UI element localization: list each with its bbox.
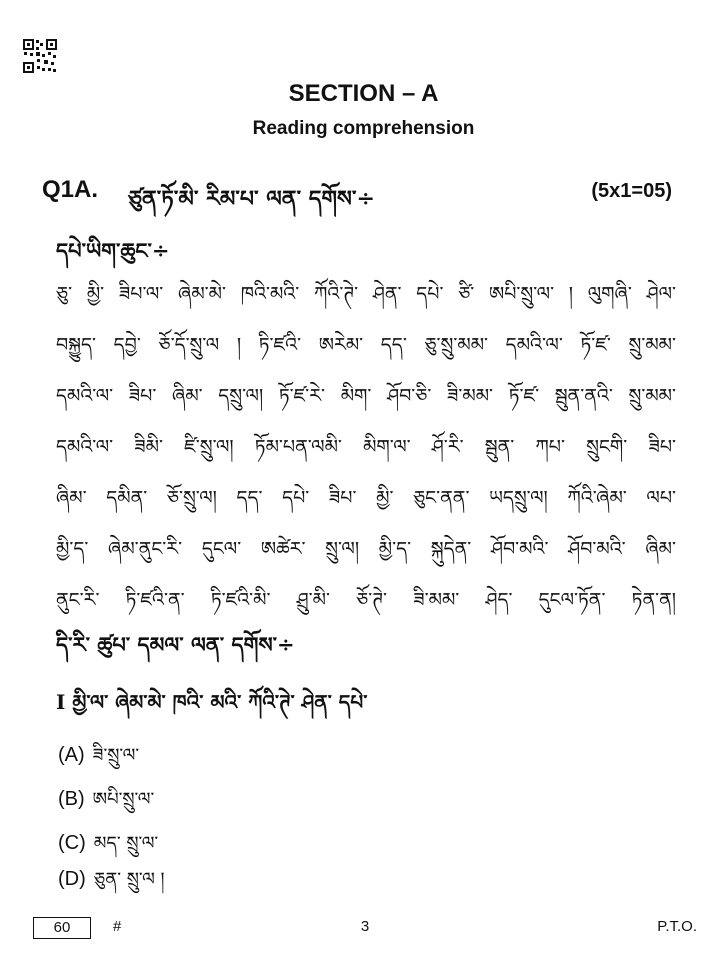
exercise-question: I མྱི་ལ་ ཞེམ་མེ་ ཁའི་ མའི་ ཀོའི་ཊེ་ ཤེན་ དཔེ་ xyxy=(56,690,368,714)
footer-code-box: 60 xyxy=(33,917,91,939)
option-letter: (B) xyxy=(58,788,85,810)
option-letter: (D) xyxy=(58,868,86,890)
option-text: མད་ སྲུ་ལ་ xyxy=(93,833,159,854)
section-title: SECTION – A xyxy=(288,80,439,107)
footer-pto: P.T.O. xyxy=(657,918,697,935)
passage-line: དམའི་ལ་ ཟིཔ་ ཞིམ་ དསྲུ་ལ། ཏོ་ཛ་རེ་ མིག་ ཤོབ་ཅི་ ཟི་མམ་ ཏོ་ཛ་ སྦུན་ནའི་ སྲུ་མམ་ xyxy=(56,385,676,407)
option-text: ཅུན་ སྲུ་ལ ། xyxy=(93,869,165,890)
option-text: ཟི་སྲུ་ལ་ xyxy=(92,745,140,766)
passage-line: དམའི་ལ་ ཟིམི་ ཛི་སྲུ་ལ། ཏོམ་པན་ལམི་ མིག་ལ་ ཤོ་རི་ སྦུན་ ཀཔ་ སྲུངགི་ ཟིཔ་ xyxy=(56,436,676,458)
option-letter: (A) xyxy=(58,744,85,766)
qr-code-icon xyxy=(22,38,58,74)
option-b xyxy=(58,780,154,830)
passage-line: ཅུ་ མྱི་ ཟིཔ་ལ་ ཞེམ་མེ་ ཁའི་མའི་ ཀོའི་ཊེ་ ཤེན་ དཔེ་ ཙི་ ཨཔི་སྲུ་ལ་ ། ལུགཞི་ ཤེལ་ xyxy=(56,283,676,305)
passage-line: བསྐྱུད་ དབྱེ་ ཅོ་དོ་སྲུ་ལ ། ཏི་ཛའི་ ཨརེམ་ དད་ ཅུ་སྲུ་མམ་ དམའི་ལ་ ཏོ་ཛ་ སྲུ་མམ་ xyxy=(56,334,676,356)
question-marks: (5x1=05) xyxy=(591,180,672,202)
passage-line: ཞིམ་ དམིན་ ཅོ་སྲུ་ལ། དད་ དཔེ་ ཟིཔ་ མྱི་ ཅུང་ནན་ ཡདསྲུ་ལ། ཀོའི་ཞེམ་ ལཔ་ xyxy=(56,487,676,509)
option-a xyxy=(58,736,139,786)
question-header xyxy=(42,172,672,212)
exercise-label: དི་རི་ ཚུཔ་ དམལ་ ལན་ དགོས་÷ xyxy=(56,632,295,657)
section-subtitle: Reading comprehension xyxy=(252,118,475,139)
question-instruction: ཙུན་ཏོ་མི་ རིམ་པ་ ལན་ དགོས་÷ xyxy=(128,186,375,212)
option-d xyxy=(58,860,165,910)
option-letter: (C) xyxy=(58,832,86,854)
passage-line: ནུང་རི་ ཏི་ཛའི་ན་ ཏི་ཛའི་མི་ ཤྲུ་མི་ ཅོ་ཊེ་ ཟི་མམ་ ཤེད་ དུངལ་ཏོན་ ཏེན་ན། xyxy=(56,589,676,611)
option-text: ཨཔི་སྲུ་ལ་ xyxy=(92,789,155,810)
passage-body xyxy=(56,274,676,631)
page-number: 3 xyxy=(360,918,370,935)
passage-line: མྱི་ད་ ཞེམ་ནུང་རི་ དུངལ་ ཨཚེར་ སྲུ་ལ། མྱི་ད་ སྐུདེན་ ཤོབ་མའི་ ཤོབ་མའི་ ཞིམ་ xyxy=(56,538,676,560)
passage-label: དཔེ་ཡིག་ཆུང་÷ xyxy=(56,238,170,263)
footer-hash: # xyxy=(113,918,122,935)
question-number: Q1A. xyxy=(42,176,99,203)
